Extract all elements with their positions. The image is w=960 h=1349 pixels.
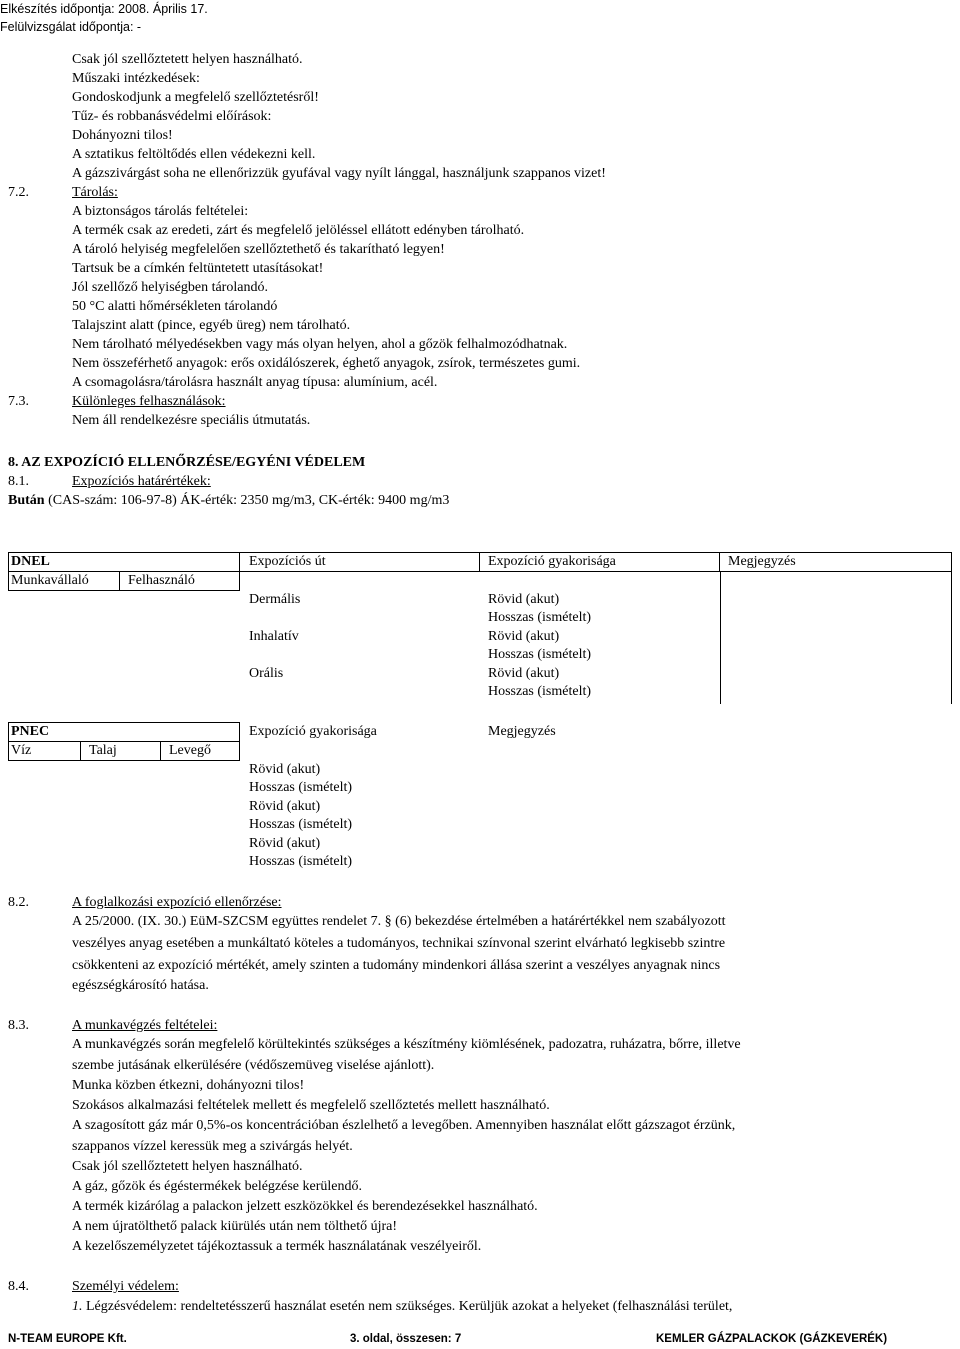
s8-3-line: Szokásos alkalmazási feltételek mellett és megfelelő szellőztetés mellett használható. <box>72 1098 550 1113</box>
s7-2-line: A biztonságos tárolás feltételei: <box>72 204 249 219</box>
s8-2-line: egészségkárosító hatása. <box>72 978 209 993</box>
s7-2-line: A termék csak az eredeti, zárt és megfelelő jelöléssel ellátott edényben tárolható. <box>72 223 525 238</box>
divider <box>80 741 81 761</box>
pnec-col-note: Megjegyzés <box>488 724 556 739</box>
s8-2-line: A 25/2000. (IX. 30.) EüM-SZCSM együttes rendelet 7. § (6) bekezdése értelmében a határértékkel nem szabályozott <box>72 914 726 929</box>
s7-2-line: A csomagolásra/tárolásra használt anyag típusa: alumínium, acél. <box>72 375 438 390</box>
s7-2-line: Jól szellőző helyiségben tárolandó. <box>72 280 268 295</box>
s7-3-line: Nem áll rendelkezésre speciális útmutatás. <box>72 413 311 428</box>
pnec-soil: Talaj <box>89 743 117 758</box>
dnel-user: Felhasználó <box>128 573 195 588</box>
section-number: 8.1. <box>8 474 29 489</box>
pnec-acute: Rövid (akut) <box>249 836 321 851</box>
dnel-repeated: Hosszas (ismételt) <box>488 610 592 625</box>
dnel-acute: Rövid (akut) <box>488 629 560 644</box>
section-number: 7.3. <box>8 394 29 409</box>
section-number: 8.4. <box>8 1279 29 1294</box>
dnel-repeated: Hosszas (ismételt) <box>488 647 592 662</box>
s7-1-line: Csak jól szellőztetett helyen használható. <box>72 52 303 67</box>
section-title-personal-protection: Személyi védelem: <box>72 1279 179 1294</box>
pnec-acute: Rövid (akut) <box>249 762 321 777</box>
pnec-water: Víz <box>11 743 32 758</box>
divider <box>119 571 120 591</box>
dnel-col-note: Megjegyzés <box>728 554 796 569</box>
section-number: 8.3. <box>8 1018 29 1033</box>
footer-company: N-TEAM EUROPE Kft. <box>8 1333 127 1345</box>
section-8-heading: 8. AZ EXPOZÍCIÓ ELLENŐRZÉSE/EGYÉNI VÉDELEM <box>8 455 366 470</box>
dnel-worker: Munkavállaló <box>11 573 89 588</box>
s7-1-line: A gázszivárgást soha ne ellenőrizzük gyufával vagy nyílt lánggal, használjunk szappanos vizet! <box>72 166 606 181</box>
butane-values: (CAS-szám: 106-97-8) ÁK-érték: 2350 mg/m3, CK-érték: 9400 mg/m3 <box>44 493 450 508</box>
section-title-special-uses: Különleges felhasználások: <box>72 394 226 409</box>
pnec-air: Levegő <box>169 743 211 758</box>
dnel-label: DNEL <box>11 554 50 569</box>
s8-2-line: veszélyes anyag esetében a munkáltató köteles a tudományos, technikai színvonal szerint elvárható legkisebb szintre <box>72 936 726 951</box>
s8-3-line: A nem újratölthető palack kiürülés után nem tölthető újra! <box>72 1219 398 1234</box>
s7-1-line: Dohányozni tilos! <box>72 128 173 143</box>
s8-3-line: szembe jutásának elkerülésére (védőszemüveg viselése ajánlott). <box>72 1058 435 1073</box>
review-date: Felülvizsgálat időpontja: - <box>0 20 142 34</box>
item-number: 1. <box>72 1299 83 1314</box>
dnel-repeated: Hosszas (ismételt) <box>488 684 592 699</box>
s7-2-line: Nem tárolható mélyedésekben vagy más olyan helyen, ahol a gőzök felhalmozódhatnak. <box>72 337 568 352</box>
section-title-exposure-control: A foglalkozási expozíció ellenőrzése: <box>72 895 282 910</box>
s7-1-line: Tűz- és robbanásvédelmi előírások: <box>72 109 272 124</box>
section-number: 7.2. <box>8 185 29 200</box>
pnec-col-frequency: Expozíció gyakorisága <box>249 724 377 739</box>
s7-2-line: Nem összeférhető anyagok: erős oxidálószerek, éghető anyagok, zsírok, természetes gumi. <box>72 356 581 371</box>
s7-1-line: Gondoskodjunk a megfelelő szellőztetésről! <box>72 90 319 105</box>
s7-1-line: A sztatikus feltöltődés ellen védekezni kell. <box>72 147 316 162</box>
butane-name: Bután <box>8 493 45 508</box>
s8-3-line: Munka közben étkezni, dohányozni tilos! <box>72 1078 305 1093</box>
section-number: 8.2. <box>8 895 29 910</box>
section-title-storage: Tárolás: <box>72 185 118 200</box>
section-title-work-conditions: A munkavégzés feltételei: <box>72 1018 218 1033</box>
s7-2-line: Tartsuk be a címkén feltüntetett utasításokat! <box>72 261 324 276</box>
s8-3-line: A munkavégzés során megfelelő körültekintés szükséges a készítmény kiömlésének, padozatra, ruházatra, bőrre, illetve <box>72 1037 741 1052</box>
pnec-repeated: Hosszas (ismételt) <box>249 780 353 795</box>
dnel-route-oral: Orális <box>249 666 284 681</box>
butane-limits <box>8 492 449 511</box>
s8-4-item-1 <box>72 1298 732 1317</box>
s8-3-line: Csak jól szellőztetett helyen használható. <box>72 1159 303 1174</box>
s8-3-line: A gáz, gőzök és égéstermékek belégzése kerülendő. <box>72 1179 362 1194</box>
pnec-acute: Rövid (akut) <box>249 799 321 814</box>
s8-3-line: szappanos vízzel keressük meg a szivárgás helyét. <box>72 1139 353 1154</box>
prep-date: Elkészítés időpontja: 2008. Április 17. <box>0 2 208 16</box>
dnel-acute: Rövid (akut) <box>488 592 560 607</box>
s7-1-line: Műszaki intézkedések: <box>72 71 200 86</box>
footer-page: 3. oldal, összesen: 7 <box>350 1333 462 1345</box>
item-text: Légzésvédelem: rendeltetésszerű használat esetén nem szükséges. Kerüljük azokat a helyeket (felhasználási terület, <box>82 1299 733 1314</box>
s7-2-line: Talajszint alatt (pince, egyéb üreg) nem tárolható. <box>72 318 351 333</box>
divider <box>160 741 161 761</box>
s8-3-line: A kezelőszemélyzetet tájékoztassuk a termék használatának veszélyeiről. <box>72 1239 482 1254</box>
section-title-exposure-limits: Expozíciós határértékek: <box>72 474 211 489</box>
document-header <box>0 0 208 36</box>
pnec-repeated: Hosszas (ismételt) <box>249 854 353 869</box>
dnel-route-inhalation: Inhalatív <box>249 629 299 644</box>
s8-3-line: A termék kizárólag a palackon jelzett eszközökkel és berendezésekkel használható. <box>72 1199 538 1214</box>
footer-product: KEMLER GÁZPALACKOK (GÁZKEVERÉK) <box>656 1333 888 1345</box>
pnec-repeated: Hosszas (ismételt) <box>249 817 353 832</box>
s8-2-line: csökkenteni az expozíció mértékét, amely szinten a tudomány mindenkori állása szerint a veszélyes anyagnak nincs <box>72 958 721 973</box>
dnel-col-frequency: Expozíció gyakorisága <box>488 554 616 569</box>
s8-3-line: A szagosított gáz már 0,5%-os koncentrációban észlelhető a levegőben. Amennyiben használat előtt gázszagot érzünk, <box>72 1118 736 1133</box>
s7-2-line: 50 °C alatti hőmérsékleten tárolandó <box>72 299 278 314</box>
dnel-acute: Rövid (akut) <box>488 666 560 681</box>
dnel-col-route: Expozíciós út <box>249 554 326 569</box>
dnel-route-dermal: Dermális <box>249 592 301 607</box>
pnec-label: PNEC <box>11 724 50 739</box>
s7-2-line: A tároló helyiség megfelelően szellőztethető és takarítható legyen! <box>72 242 445 257</box>
dnel-note-column <box>720 571 952 704</box>
